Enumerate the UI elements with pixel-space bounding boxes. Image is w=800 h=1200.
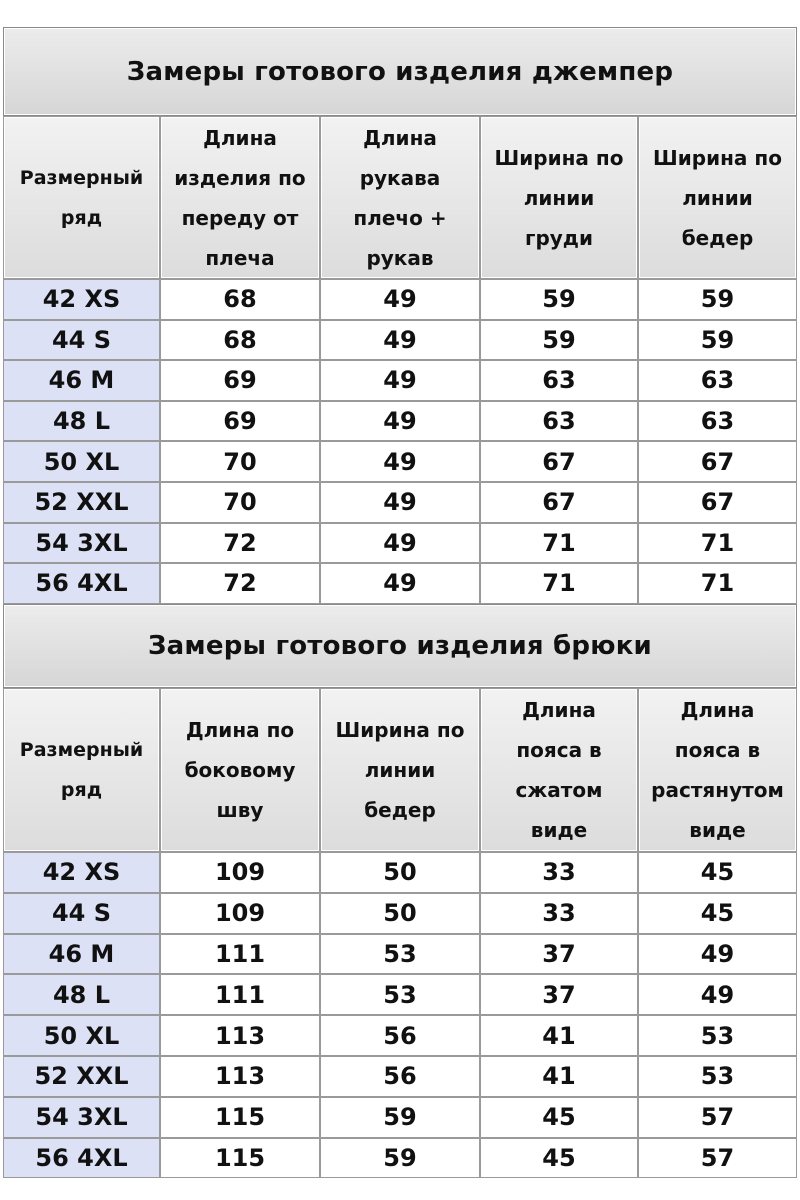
measurement-cell: 49 — [320, 523, 480, 564]
measurement-cell: 115 — [160, 1138, 320, 1179]
measurement-cell: 53 — [320, 974, 480, 1015]
measurement-cell: 41 — [480, 1015, 638, 1056]
measurement-cell: 45 — [480, 1097, 638, 1138]
size-label-cell: 54 3XL — [3, 523, 160, 564]
header-line: Длина — [680, 698, 755, 722]
size-label-cell: 50 XL — [3, 441, 160, 482]
measurement-cell: 53 — [638, 1056, 797, 1097]
measurement-cell: 70 — [160, 441, 320, 482]
measurement-cell: 59 — [480, 320, 638, 361]
size-label-cell: 44 S — [3, 893, 160, 934]
measurement-cell: 69 — [160, 360, 320, 401]
measurement-cell: 63 — [638, 401, 797, 442]
measurement-cell: 59 — [320, 1097, 480, 1138]
header-line: линии — [364, 758, 436, 782]
header-line: Длина — [363, 125, 437, 150]
size-label-cell: 54 3XL — [3, 1097, 160, 1138]
measurement-cell: 57 — [638, 1097, 797, 1138]
header-line: пояса в — [516, 738, 602, 762]
measurement-cell: 63 — [638, 360, 797, 401]
header-cell-col-3 — [480, 688, 638, 852]
size-label-cell: 48 L — [3, 401, 160, 442]
size-label-cell: 56 4XL — [3, 563, 160, 604]
size-label-cell: 48 L — [3, 974, 160, 1015]
measurement-cell: 56 — [320, 1056, 480, 1097]
measurement-cell: 49 — [320, 320, 480, 361]
measurement-cell: 49 — [320, 401, 480, 442]
measurement-cell: 71 — [638, 523, 797, 564]
measurement-cell: 67 — [480, 441, 638, 482]
measurement-cell: 70 — [160, 482, 320, 523]
header-line: сжатом — [515, 778, 603, 802]
header-cell-col-4 — [638, 688, 797, 852]
size-label-cell: 46 M — [3, 360, 160, 401]
header-line: бедер — [364, 798, 436, 822]
size-label-cell: 46 M — [3, 934, 160, 975]
size-label-cell: 50 XL — [3, 1015, 160, 1056]
header-line: Длина — [522, 698, 596, 722]
measurement-cell: 49 — [638, 934, 797, 975]
measurement-cell: 49 — [320, 563, 480, 604]
measurement-cell: 50 — [320, 852, 480, 893]
size-label-cell: 42 XS — [3, 279, 160, 320]
measurement-cell: 109 — [160, 893, 320, 934]
size-label-cell: 44 S — [3, 320, 160, 361]
header-cell-col-2 — [320, 116, 480, 279]
size-label-cell: 42 XS — [3, 852, 160, 893]
measurement-cell: 57 — [638, 1138, 797, 1179]
table-title-jumper: Замеры готового изделия джемпер — [3, 27, 797, 116]
measurement-cell: 109 — [160, 852, 320, 893]
measurement-cell: 33 — [480, 852, 638, 893]
header-cell-col-4 — [638, 116, 797, 279]
measurement-cell: 41 — [480, 1056, 638, 1097]
header-cell-col-1 — [160, 688, 320, 852]
measurement-cell: 49 — [320, 360, 480, 401]
measurement-cell: 67 — [638, 441, 797, 482]
measurement-cell: 72 — [160, 523, 320, 564]
header-line: плеча — [205, 245, 275, 270]
measurement-cell: 63 — [480, 360, 638, 401]
header-cell-col-2 — [320, 688, 480, 852]
header-cell-size — [3, 688, 160, 852]
header-line: боковому — [184, 758, 296, 782]
measurement-cell: 45 — [638, 893, 797, 934]
table-title-trousers: Замеры готового изделия брюки — [3, 604, 797, 688]
measurement-cell: 37 — [480, 934, 638, 975]
header-line: Размерный — [19, 166, 144, 189]
header-line: Длина по — [185, 718, 295, 742]
measurement-cell: 67 — [480, 482, 638, 523]
measurement-cell: 111 — [160, 934, 320, 975]
measurement-cell: 49 — [638, 974, 797, 1015]
measurement-cell: 49 — [320, 441, 480, 482]
measurement-cell: 53 — [320, 934, 480, 975]
size-label-cell: 52 XXL — [3, 482, 160, 523]
size-label-cell: 52 XXL — [3, 1056, 160, 1097]
measurement-cell: 68 — [160, 279, 320, 320]
header-cell-size — [3, 116, 160, 279]
header-line: Ширина по — [335, 718, 465, 742]
header-line: Размерный — [19, 739, 144, 761]
measurement-cell: 59 — [638, 279, 797, 320]
header-line: рукав — [366, 245, 434, 270]
header-line: Ширина по — [653, 145, 782, 170]
header-line: переду от — [181, 205, 299, 230]
header-line: плечо + — [353, 205, 447, 230]
measurement-cell: 113 — [160, 1015, 320, 1056]
measurement-cell: 45 — [638, 852, 797, 893]
header-line: бедер — [681, 225, 754, 250]
measurement-cell: 59 — [480, 279, 638, 320]
header-line: шву — [216, 798, 264, 822]
header-line: виде — [530, 818, 588, 842]
measurement-cell: 56 — [320, 1015, 480, 1056]
header-line: Длина — [203, 125, 277, 150]
measurement-cell: 71 — [638, 563, 797, 604]
header-line: пояса в — [674, 738, 761, 762]
header-line: линии — [682, 185, 753, 210]
measurement-cell: 53 — [638, 1015, 797, 1056]
measurement-cell: 59 — [638, 320, 797, 361]
header-line: рукава — [359, 165, 441, 190]
measurement-cell: 113 — [160, 1056, 320, 1097]
header-line: виде — [689, 818, 746, 842]
measurement-cell: 45 — [480, 1138, 638, 1179]
header-line: Ширина по — [494, 145, 624, 170]
measurement-cell: 71 — [480, 563, 638, 604]
measurement-cell: 69 — [160, 401, 320, 442]
measurement-cell: 37 — [480, 974, 638, 1015]
size-label-cell: 56 4XL — [3, 1138, 160, 1179]
measurement-cell: 59 — [320, 1138, 480, 1179]
header-line: изделия по — [174, 165, 306, 190]
measurement-cell: 49 — [320, 279, 480, 320]
measurement-cell: 111 — [160, 974, 320, 1015]
header-line: линии — [523, 185, 595, 210]
header-line: груди — [525, 225, 593, 250]
header-line: ряд — [60, 779, 103, 801]
measurement-cell: 50 — [320, 893, 480, 934]
measurement-cell: 115 — [160, 1097, 320, 1138]
header-cell-col-3 — [480, 116, 638, 279]
measurement-cell: 72 — [160, 563, 320, 604]
measurement-cell: 63 — [480, 401, 638, 442]
measurement-cell: 68 — [160, 320, 320, 361]
measurement-cell: 71 — [480, 523, 638, 564]
header-line: ряд — [60, 206, 103, 229]
measurement-cell: 49 — [320, 482, 480, 523]
header-cell-col-1 — [160, 116, 320, 279]
measurement-cell: 33 — [480, 893, 638, 934]
header-line: растянутом — [651, 778, 784, 802]
measurement-cell: 67 — [638, 482, 797, 523]
